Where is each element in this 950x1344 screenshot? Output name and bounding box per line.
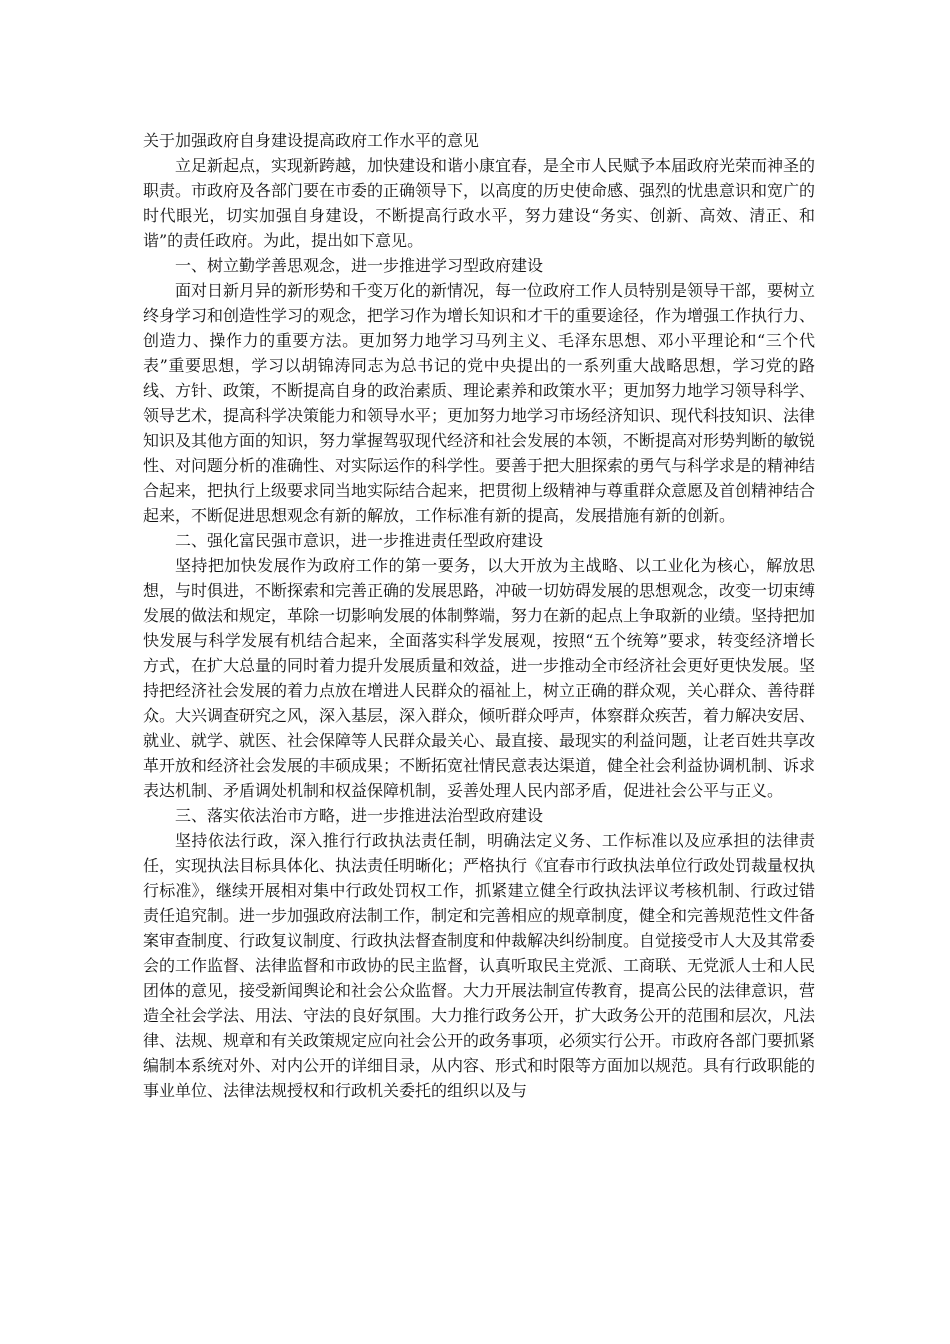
section-heading-2: 二、强化富民强市意识，进一步推进责任型政府建设 [175, 531, 544, 550]
section-heading-3: 三、落实依法治市方略，进一步推进法治型政府建设 [175, 806, 544, 825]
intro-paragraph: 立足新起点，实现新跨越，加快建设和谐小康宜春，是全市人民赋予本届政府光荣而神圣的职责。市政府及各部门要在市委的正确领导下，以高度的历史使命感、强烈的忧患意识和宽广的时代眼光，切实加强自身建设，不断提高行政水平，努力建设“务实、创新、高效、清正、和谐”的责任政府。为此，提出如下意见。 [143, 156, 816, 250]
section-body-1: 面对日新月异的新形势和千变万化的新情况，每一位政府工作人员特别是领导干部，要树立终身学习和创造性学习的观念，把学习作为增长知识和才干的重要途径，作为增强工作执行力、创造力、操作力的重要方法。更加努力地学习马列主义、毛泽东思想、邓小平理论和“三个代表”重要思想，学习以胡锦涛同志为总书记的党中央提出的一系列重大战略思想，学习党的路线、方针、政策，不断提高自身的政治素质、理论素养和政策水平；更加努力地学习领导科学、领导艺术，提高科学决策能力和领导水平；更加努力地学习市场经济知识、现代科技知识、法律知识及其他方面的知识，努力掌握驾驭现代经济和社会发展的本领，不断提高对形势判断的敏锐性、对问题分析的准确性、对实际运作的科学性。要善于把大胆探索的勇气与科学求是的精神结合起来，把执行上级要求同当地实际结合起来，把贯彻上级精神与尊重群众意愿及首创精神结合起来，不断促进思想观念有新的解放，工作标准有新的提高，发展措施有新的创新。 [143, 281, 816, 525]
section-heading-1: 一、树立勤学善思观念，进一步推进学习型政府建设 [175, 256, 544, 275]
document-page [143, 128, 815, 1103]
section-body-3: 坚持依法行政，深入推行行政执法责任制，明确法定义务、工作标准以及应承担的法律责任，实现执法目标具体化、执法责任明晰化；严格执行《宜春市行政执法单位行政处罚裁量权执行标准》，继续开展相对集中行政处罚权工作，抓紧建立健全行政执法评议考核机制、行政过错责任追究制。进一步加强政府法制工作，制定和完善相应的规章制度，健全和完善规范性文件备案审查制度、行政复议制度、行政执法督查制度和仲裁解决纠纷制度。自觉接受市人大及其常委会的工作监督、法律监督和市政协的民主监督，认真听取民主党派、工商联、无党派人士和人民团体的意见，接受新闻舆论和社会公众监督。大力开展法制宣传教育，提高公民的法律意识，营造全社会学法、用法、守法的良好氛围。大力推行政务公开，扩大政务公开的范围和层次，凡法律、法规、规章和有关政策规定应向社会公开的政务事项，必须实行公开。市政府各部门要抓紧编制本系统对外、对内公开的详细目录，从内容、形式和时限等方面加以规范。具有行政职能的事业单位、法律法规授权和行政机关委托的组织以及与 [143, 831, 816, 1100]
section-body-2: 坚持把加快发展作为政府工作的第一要务，以大开放为主战略、以工业化为核心，解放思想，与时俱进，不断探索和完善正确的发展思路，冲破一切妨碍发展的思想观念，改变一切束缚发展的做法和规定，革除一切影响发展的体制弊端，努力在新的起点上争取新的业绩。坚持把加快发展与科学发展有机结合起来，全面落实科学发展观，按照“五个统筹”要求，转变经济增长方式，在扩大总量的同时着力提升发展质量和效益，进一步推动全市经济社会更好更快发展。坚持把经济社会发展的着力点放在增进人民群众的福祉上，树立正确的群众观，关心群众、善待群众。大兴调查研究之风，深入基层，深入群众，倾听群众呼声，体察群众疾苦，着力解决安居、就业、就学、就医、社会保障等人民群众最关心、最直接、最现实的利益问题，让老百姓共享改革开放和经济社会发展的丰硕成果；不断拓宽社情民意表达渠道，健全社会利益协调机制、诉求表达机制、矛盾调处机制和权益保障机制，妥善处理人民内部矛盾，促进社会公平与正义。 [143, 556, 816, 800]
document-title: 关于加强政府自身建设提高政府工作水平的意见 [143, 131, 480, 150]
